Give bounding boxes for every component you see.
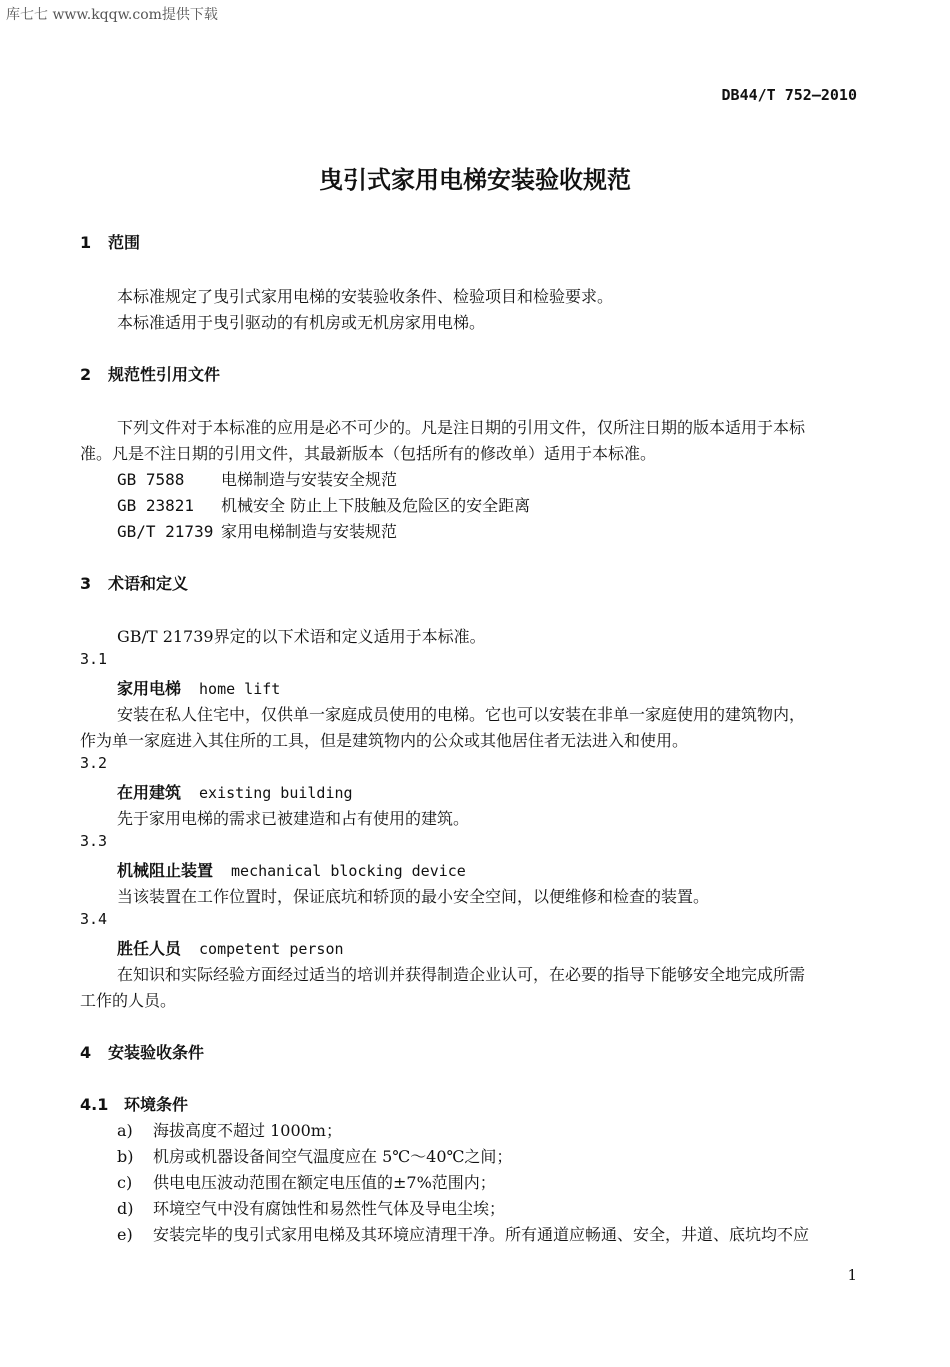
list-label: d): [117, 1199, 134, 1218]
page-number: 1: [847, 1266, 857, 1284]
section-number: 3: [80, 574, 92, 593]
section-heading-acceptance-conditions: [80, 1040, 204, 1063]
reference-item: [117, 493, 530, 516]
reference-code: GB/T 21739: [117, 522, 214, 541]
list-label: e): [117, 1225, 133, 1244]
term-english: competent person: [199, 940, 344, 958]
list-item: [117, 1170, 496, 1193]
term-chinese: 机械阻止装置: [117, 861, 214, 880]
reference-name: 电梯制造与安装安全规范: [221, 470, 398, 489]
reference-name: 机械安全 防止上下肢触及危险区的安全距离: [221, 496, 531, 515]
term-number: 3.3: [80, 832, 108, 850]
reference-name: 家用电梯制造与安装规范: [221, 522, 398, 541]
reference-item: [117, 467, 397, 490]
term-definition: 在知识和实际经验方面经过适当的培训并获得制造企业认可，在必要的指导下能够安全地完成所需: [117, 965, 806, 984]
term-definition: 先于家用电梯的需求已被建造和占有使用的建筑。: [117, 809, 470, 828]
section-title: 术语和定义: [108, 574, 189, 593]
document-number: DB44/T 752—2010: [721, 86, 857, 104]
list-label: a): [117, 1121, 133, 1140]
section-title: 安装验收条件: [108, 1043, 205, 1062]
term-number: 3.1: [80, 650, 108, 668]
paragraph: 本标准规定了曳引式家用电梯的安装验收条件、检验项目和检验要求。: [117, 287, 614, 306]
section-title: 规范性引用文件: [108, 365, 221, 384]
section-title: 范围: [108, 233, 141, 252]
section-heading-normative-references: [80, 362, 220, 385]
term-heading: [117, 780, 353, 803]
term-definition: 安装在私人住宅中，仅供单一家庭成员使用的电梯。它也可以安装在非单一家庭使用的建筑物内，: [117, 705, 806, 724]
term-chinese: 家用电梯: [117, 679, 182, 698]
term-heading: [117, 676, 280, 699]
term-english: mechanical blocking device: [231, 862, 466, 880]
term-english: existing building: [199, 784, 353, 802]
paragraph: GB/T 21739界定的以下术语和定义适用于本标准。: [117, 627, 486, 646]
list-text: 环境空气中没有腐蚀性和易然性气体及导电尘埃；: [153, 1199, 506, 1218]
list-item: [117, 1118, 342, 1141]
subsection-number: 4.1: [80, 1095, 109, 1114]
section-number: 2: [80, 365, 92, 384]
section-number: 1: [80, 233, 92, 252]
reference-code: GB 23821: [117, 496, 195, 515]
term-definition-continuation: 工作的人员。: [80, 991, 177, 1010]
list-text: 海拔高度不超过 1000m；: [153, 1121, 342, 1140]
paragraph-continuation: 准。凡是不注日期的引用文件，其最新版本（包括所有的修改单）适用于本标准。: [80, 444, 657, 463]
subsection-heading-environment: [80, 1092, 188, 1115]
watermark-text: 库七七 www.kqqw.com提供下载: [6, 7, 218, 23]
term-definition-continuation: 作为单一家庭进入其住所的工具，但是建筑物内的公众或其他居住者无法进入和使用。: [80, 731, 689, 750]
term-number: 3.2: [80, 754, 108, 772]
list-text: 机房或机器设备间空气温度应在 5℃～40℃之间；: [153, 1147, 513, 1166]
term-number: 3.4: [80, 910, 108, 928]
paragraph: 下列文件对于本标准的应用是必不可少的。凡是注日期的引用文件，仅所注日期的版本适用于本标: [117, 418, 806, 437]
reference-code: GB 7588: [117, 470, 185, 489]
list-text: 供电电压波动范围在额定电压值的±7%范围内；: [153, 1173, 496, 1192]
term-heading: [117, 858, 466, 881]
paragraph: 本标准适用于曳引驱动的有机房或无机房家用电梯。: [117, 313, 486, 332]
section-heading-scope: [80, 230, 140, 253]
term-definition: 当该装置在工作位置时，保证底坑和轿顶的最小安全空间，以便维修和检查的装置。: [117, 887, 710, 906]
list-label: c): [117, 1173, 133, 1192]
list-text: 安装完毕的曳引式家用电梯及其环境应清理干净。所有通道应畅通、安全，井道、底坑均不应: [153, 1225, 810, 1244]
term-heading: [117, 936, 344, 959]
term-english: home lift: [199, 680, 281, 698]
list-item: [117, 1196, 505, 1219]
term-chinese: 胜任人员: [117, 939, 182, 958]
list-label: b): [117, 1147, 134, 1166]
list-item: [117, 1144, 512, 1167]
section-heading-terms: [80, 571, 188, 594]
page-title: 曳引式家用电梯安装验收规范: [319, 166, 631, 194]
list-item: [117, 1222, 809, 1245]
term-chinese: 在用建筑: [117, 783, 182, 802]
subsection-title: 环境条件: [124, 1095, 189, 1114]
section-number: 4: [80, 1043, 92, 1062]
reference-item: [117, 519, 397, 542]
